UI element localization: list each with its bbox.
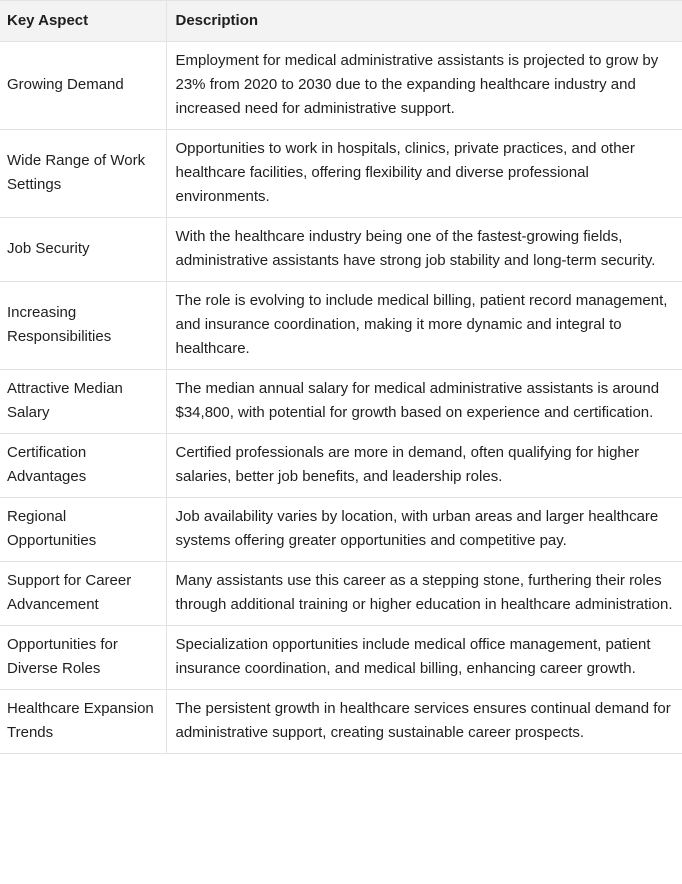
row-aspect: Support for Career Advancement xyxy=(0,562,166,626)
row-aspect: Wide Range of Work Settings xyxy=(0,130,166,218)
row-description: The persistent growth in healthcare services ensures continual demand for administrative support, creating sustainable career prospects. xyxy=(166,690,682,754)
row-description: Employment for medical administrative assistants is projected to grow by 23% from 2020 to 2030 due to the expanding healthcare industry and increased need for administrative support. xyxy=(166,42,682,130)
table-row xyxy=(0,370,682,434)
row-description: Opportunities to work in hospitals, clinics, private practices, and other healthcare facilities, offering flexibility and diverse professional environments. xyxy=(166,130,682,218)
row-aspect: Growing Demand xyxy=(0,42,166,130)
row-description: With the healthcare industry being one of the fastest-growing fields, administrative assistants have strong job stability and long-term security. xyxy=(166,218,682,282)
column-header-description: Description xyxy=(166,1,682,42)
row-aspect: Regional Opportunities xyxy=(0,498,166,562)
row-description: Certified professionals are more in demand, often qualifying for higher salaries, better job benefits, and leadership roles. xyxy=(166,434,682,498)
table-row xyxy=(0,130,682,218)
row-description: The role is evolving to include medical billing, patient record management, and insurance coordination, making it more dynamic and integral to healthcare. xyxy=(166,282,682,370)
row-aspect: Healthcare Expansion Trends xyxy=(0,690,166,754)
table-row xyxy=(0,690,682,754)
row-aspect: Increasing Responsibilities xyxy=(0,282,166,370)
table-row xyxy=(0,498,682,562)
table-row xyxy=(0,42,682,130)
row-aspect: Certification Advantages xyxy=(0,434,166,498)
row-aspect: Opportunities for Diverse Roles xyxy=(0,626,166,690)
row-description: The median annual salary for medical administrative assistants is around $34,800, with potential for growth based on experience and certification. xyxy=(166,370,682,434)
table-header-row xyxy=(0,1,682,42)
table-row xyxy=(0,282,682,370)
table-row xyxy=(0,562,682,626)
row-description: Job availability varies by location, with urban areas and larger healthcare systems offering greater opportunities and competitive pay. xyxy=(166,498,682,562)
table-row xyxy=(0,626,682,690)
row-aspect: Attractive Median Salary xyxy=(0,370,166,434)
column-header-key-aspect: Key Aspect xyxy=(0,1,166,42)
table-row xyxy=(0,218,682,282)
row-aspect: Job Security xyxy=(0,218,166,282)
row-description: Specialization opportunities include medical office management, patient insurance coordination, and medical billing, enhancing career growth. xyxy=(166,626,682,690)
row-description: Many assistants use this career as a stepping stone, furthering their roles through additional training or higher education in healthcare administration. xyxy=(166,562,682,626)
table-row xyxy=(0,434,682,498)
